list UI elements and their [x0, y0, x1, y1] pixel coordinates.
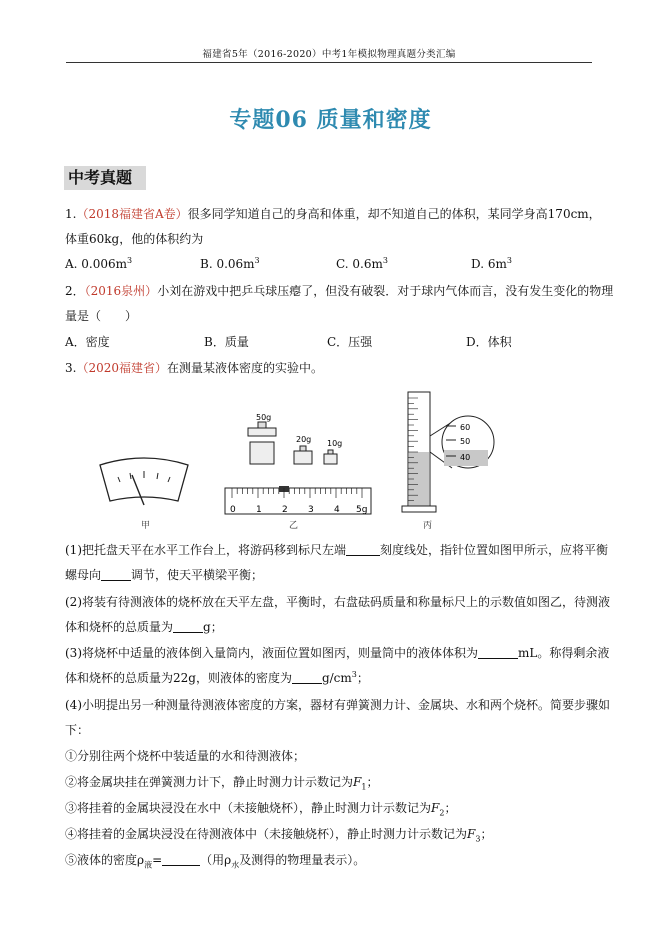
force-symbol: F — [353, 775, 362, 789]
answer-blank[interactable] — [173, 620, 203, 633]
q1-option-d — [471, 256, 512, 271]
graduated-cylinder-figure — [398, 388, 498, 518]
q2-source: （2016泉州） — [84, 284, 158, 298]
answer-blank[interactable] — [478, 646, 518, 659]
q2-option-b: B．质量 — [204, 335, 249, 349]
answer-blank[interactable] — [346, 543, 380, 556]
q3-step-5-text-a: ⑤液体的密度ρ — [65, 853, 145, 867]
q3-step-3: ③将挂着的金属块浸没在水中（未接触烧杯），静止时测力计示数记为$F_2$； — [65, 801, 457, 818]
force-subscript: 1 — [361, 782, 367, 792]
q3-part3-end: ； — [356, 671, 369, 685]
q1-option-a-text: A. 0.006m — [65, 257, 128, 271]
q1-text: 很多同学知道自己的身高和体重，却不知道自己的体积，某同学身高170cm， — [187, 207, 601, 221]
q2-text: 小刘在游戏中把乒乓球压瘪了，但没有破裂．对于球内气体而言，没有发生变化的物理 — [157, 284, 614, 298]
unit-sup: 3 — [382, 256, 388, 265]
weights-figure — [244, 412, 356, 468]
q3-text: 在测量某液体密度的实验中。 — [167, 361, 324, 375]
q1-option-b-text: B. 0.06m — [200, 257, 255, 271]
unit-sup: 3 — [506, 256, 512, 265]
answer-blank[interactable] — [101, 568, 131, 581]
force-symbol: F — [431, 801, 440, 815]
page-header: 福建省5年（2016-2020）中考1年模拟物理真题分类汇编 — [202, 49, 456, 60]
q3-step-2: ②将金属块挂在弹簧测力计下，静止时测力计示数记为$F_1$； — [65, 775, 379, 792]
answer-blank[interactable] — [292, 671, 322, 684]
q3-step-5-text-f: 及测得的物理量表示）。 — [239, 853, 366, 867]
cylinder-mark-60: 60 — [460, 423, 471, 432]
unit-sup: 3 — [127, 256, 133, 265]
cylinder-mark-40: 40 — [460, 453, 471, 462]
q1-source: （2018福建省A卷） — [76, 207, 188, 221]
ruler-tick-3: 3 — [308, 505, 314, 515]
q2-option-c: C．压强 — [327, 335, 373, 349]
ruler-tick-1: 1 — [256, 505, 262, 515]
q3-part3-unit-sup: 3 — [351, 670, 357, 679]
q3-step-2-text: ②将金属块挂在弹簧测力计下，静止时测力计示数记为 — [65, 775, 354, 789]
q3-part3-line-1 — [65, 644, 609, 661]
q3-step-4-text: ④将挂着的金属块浸没在待测液体中（未接触烧杯），静止时测力计示数记为 — [65, 827, 468, 841]
q3-step-3-text: ③将挂着的金属块浸没在水中（未接触烧杯），静止时测力计示数记为 — [65, 801, 432, 815]
q3-part4-line-1: (4)小明提出另一种测量待测液体密度的方案，器材有弹簧测力计、金属块、水和两个烧杯。简要步骤如 — [65, 698, 611, 712]
q1-option-c — [336, 256, 388, 271]
cylinder-mark-50: 50 — [460, 437, 471, 446]
q2-line-1 — [65, 282, 613, 299]
q1-option-d-text: D. 6m — [471, 257, 507, 271]
ruler-tick-0: 0 — [230, 505, 236, 515]
q1-option-b — [200, 256, 260, 271]
q3-source: （2020福建省） — [76, 361, 167, 375]
q3-part4-line-2: 下： — [65, 723, 90, 737]
q3-part1-text-b: 刻度线处，指针位置如图甲所示，应将平衡 — [380, 543, 609, 557]
q2-line-2: 量是（ ） — [65, 309, 138, 323]
q3-part3-text-a: (3)将烧杯中适量的液体倒入量筒内，液面位置如图丙，则量筒中的液体体积为 — [65, 646, 479, 660]
q1-option-c-text: C. 0.6m — [336, 257, 383, 271]
q3-part1-text-a: (1)把托盘天平在水平工作台上，将游码移到标尺左端 — [65, 543, 347, 557]
q3-part2-text-b: 体和烧杯的总质量为 — [65, 620, 174, 634]
q3-part1-text-c: 螺母向 — [65, 568, 102, 582]
header-rule — [66, 62, 592, 63]
answer-blank[interactable] — [162, 853, 200, 866]
q3-part3-unit: g/cm — [321, 671, 352, 685]
ruler-tick-4: 4 — [334, 505, 340, 515]
q3-step-5-text-d: （用ρ — [200, 853, 232, 867]
ruler-tick-5: 5g — [356, 505, 368, 515]
balance-pointer-figure — [96, 455, 192, 515]
q3-part1-line-1 — [65, 541, 608, 558]
weight-20g-label: 20g — [296, 435, 312, 444]
rho-water-sub: 水 — [231, 860, 240, 870]
q3-part1-line-2 — [65, 566, 263, 583]
q1-line-1 — [65, 205, 601, 222]
q3-part3-line-2 — [65, 669, 369, 686]
page-title: 专题06 质量和密度 — [229, 107, 432, 133]
q3-part2-text-c: g； — [203, 620, 223, 634]
q2-option-d: D．体积 — [466, 335, 512, 349]
q2-option-a: A．密度 — [65, 335, 110, 349]
q2-number: 2． — [65, 284, 85, 298]
equals-sign: = — [152, 853, 163, 867]
q3-step-5 — [65, 851, 365, 870]
force-subscript: 2 — [439, 808, 445, 818]
q3-part3-text-b: mL。称得剩余液 — [518, 646, 610, 660]
caption-yi: 乙 — [289, 521, 299, 531]
q1-line-2: 体重60kg，他的体积约为 — [65, 232, 204, 246]
rho-liquid-sub: 液 — [144, 860, 153, 870]
q3-part3-text-c: 体和烧杯的总质量为22g，则液体的密度为 — [65, 671, 292, 685]
caption-bing: 丙 — [423, 521, 433, 531]
weight-10g-label: 10g — [327, 439, 343, 448]
q3-line-1 — [65, 359, 323, 376]
q3-part1-text-d: 调节，使天平横梁平衡； — [131, 568, 264, 582]
caption-jia: 甲 — [141, 521, 151, 531]
q3-step-4: ④将挂着的金属块浸没在待测液体中（未接触烧杯），静止时测力计示数记为$F_3$； — [65, 827, 493, 844]
q1-option-a — [65, 256, 132, 271]
q1-number: 1. — [65, 207, 77, 221]
section-heading: 中考真题 — [64, 166, 146, 190]
force-subscript: 3 — [475, 834, 481, 844]
q3-step-1: ①分别往两个烧杯中装适量的水和待测液体； — [65, 749, 306, 763]
slide-ruler-figure — [224, 484, 374, 518]
force-symbol: F — [467, 827, 476, 841]
q3-part2-line-1: (2)将装有待测液体的烧杯放在天平左盘，平衡时，右盘砝码质量和称量标尺上的示数值如图乙，待测液 — [65, 595, 611, 609]
unit-sup: 3 — [254, 256, 260, 265]
q3-number: 3. — [65, 361, 77, 375]
ruler-tick-2: 2 — [282, 505, 288, 515]
q3-part2-line-2 — [65, 618, 223, 635]
weight-50g-label: 50g — [256, 413, 272, 422]
